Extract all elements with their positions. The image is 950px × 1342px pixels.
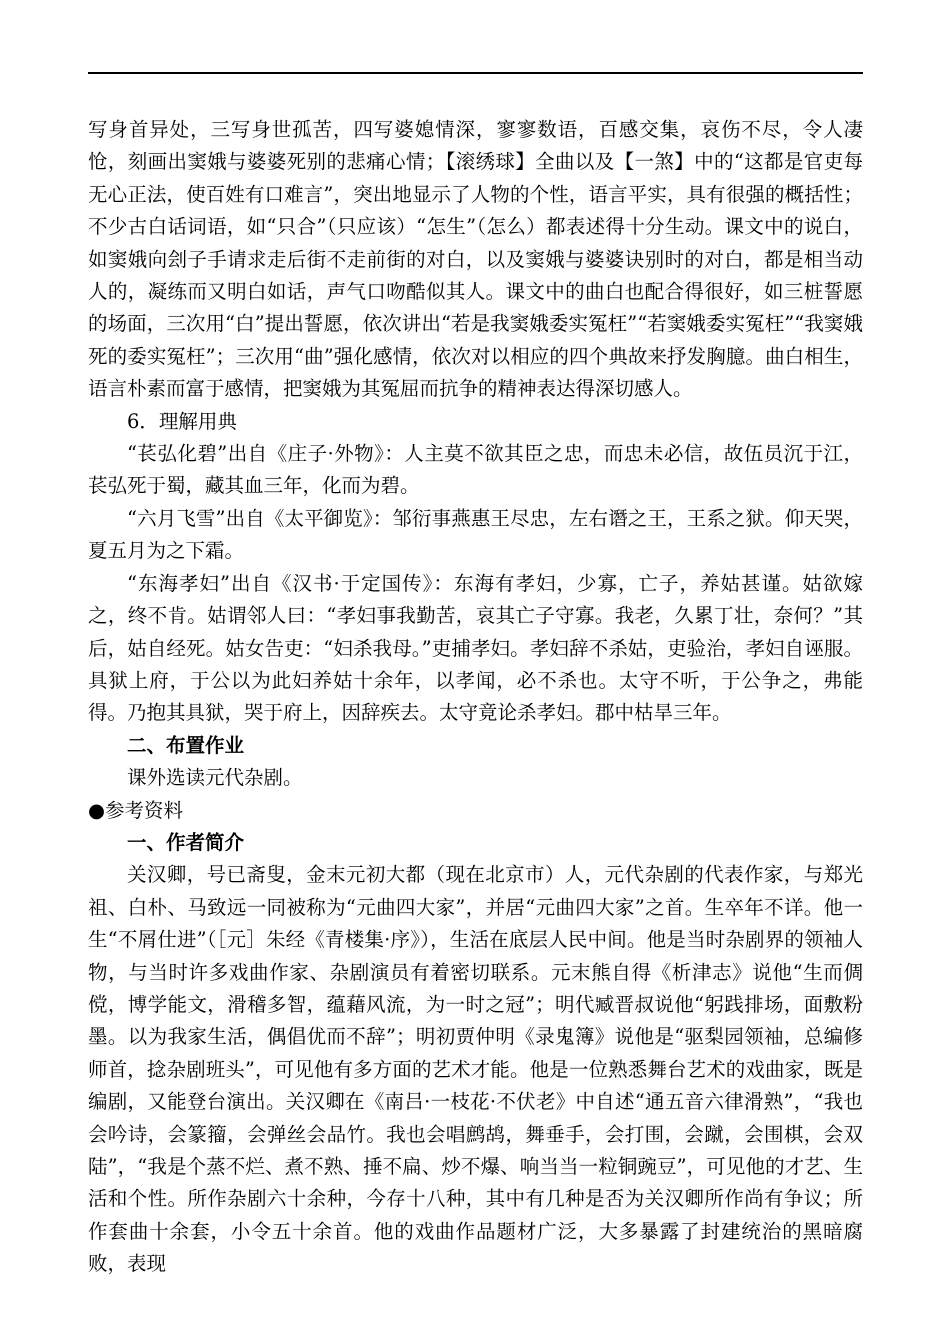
- section-heading-allusions: 6．理解用典: [127, 409, 237, 433]
- paragraph-language-analysis: 写身首异处，三写身世孤苦，四写婆媳情深，寥寥数语，百感交集，哀伤不尽，令人凄怆，刻画出窦娥与婆婆死别的悲痛心情；【滚绣球】全曲以及【一煞】中的“这都是官吏每无心正法，使百姓有口难言”，突出地显示了人物的个性，语言平实，具有很强的概括性；不少古白话词语，如“只合”（只应该）“怎生”（怎么）都表述得十分生动。课文中的说白，如窦娥向刽子手请求走后街不走前街的对白，以及窦娥与婆婆诀别时的对白，都是相当动人的，凝练而又明白如话，声气口吻酷似其人。课文中的曲白也配合得很好，如三桩誓愿的场面，三次用“白”提出誓愿，依次讲出“若是我窦娥委实冤枉”“若窦娥委实冤枉”“我窦娥死的委实冤枉”；三次用“曲”强化感情，依次对以相应的四个典故来抒发胸臆。曲白相生，语言朴素而富于感情，把窦娥为其冤屈而抗争的精神表达得深切感人。: [88, 118, 863, 401]
- paragraph-author-bio: 关汉卿，号已斋叟，金末元初大都（现在北京市）人，元代杂剧的代表作家，与郑光祖、白朴、马致远一同被称为“元曲四大家”，并居“元曲四大家”之首。生卒年不详。他一生“不屑仕进”（［元］朱经《青楼集·序》），生活在底层人民中间。他是当时杂剧界的领袖人物，与当时许多戏曲作家、杂剧演员有着密切联系。元末熊自得《析津志》说他“生而倜傥，博学能文，滑稽多智，蕴藉风流，为一时之冠”；明代臧晋叔说他“躬践排场，面敷粉墨。以为我家生活，偶倡优而不辞”；明初贾仲明《录鬼簿》说他是“驱梨园领袖，总编修师首，捻杂剧班头”，可见他有多方面的艺术才能。他是一位熟悉舞台艺术的戏曲家，既是编剧，又能登台演出。关汉卿在《南吕·一枝花·不伏老》中自述“通五音六律滑熟”，“我也会吟诗，会篆籀，会弹丝会品竹。我也会唱鹧鸪，舞垂手，会打围，会蹴，会围棋，会双陆”，“我是个蒸不烂、煮不熟、捶不扁、炒不爆、响当当一粒铜豌豆”，可见他的才艺、生活和个性。所作杂剧六十余种，今存十八种，其中有几种是否为关汉卿所作尚有争议；所作套曲十余套，小令五十余首。他的戏曲作品题材广泛，大多暴露了封建统治的黑暗腐败，表现: [88, 863, 863, 1276]
- paragraph-allusion-june-snow: “六月飞雪”出自《太平御览》：邹衍事燕惠王尽忠，左右谮之王，王系之狱。仰天哭，夏五月为之下霜。: [88, 506, 863, 563]
- section-heading-homework: 二、布置作业: [127, 733, 245, 757]
- section-heading-references: ●参考资料: [88, 798, 184, 822]
- paragraph-allusion-donghai: “东海孝妇”出自《汉书·于定国传》：东海有孝妇，少寡，亡子，养姑甚谨。姑欲嫁之，终不肯。姑谓邻人曰：“孝妇事我勤苦，哀其亡子守寡。我老，久累丁壮，奈何？”其后，姑自经死。姑女告吏：“妇杀我母。”吏捕孝妇。孝妇辞不杀姑，吏验治，孝妇自诬服。具狱上府，于公以为此妇养姑十余年，以孝闻，必不杀也。太守不听，于公争之，弗能得。乃抱其具狱，哭于府上，因辞疾去。太守竟论杀孝妇。郡中枯旱三年。: [88, 571, 863, 725]
- header-rule: [88, 72, 863, 74]
- paragraph-allusion-changhong: “苌弘化碧”出自《庄子·外物》：人主莫不欲其臣之忠，而忠未必信，故伍员沉于江，苌弘死于蜀，藏其血三年，化而为碧。: [88, 442, 863, 498]
- document-body: [88, 114, 863, 1281]
- section-heading-author: 一、作者简介: [127, 830, 245, 854]
- paragraph-homework: 课外选读元代杂剧。: [127, 766, 303, 790]
